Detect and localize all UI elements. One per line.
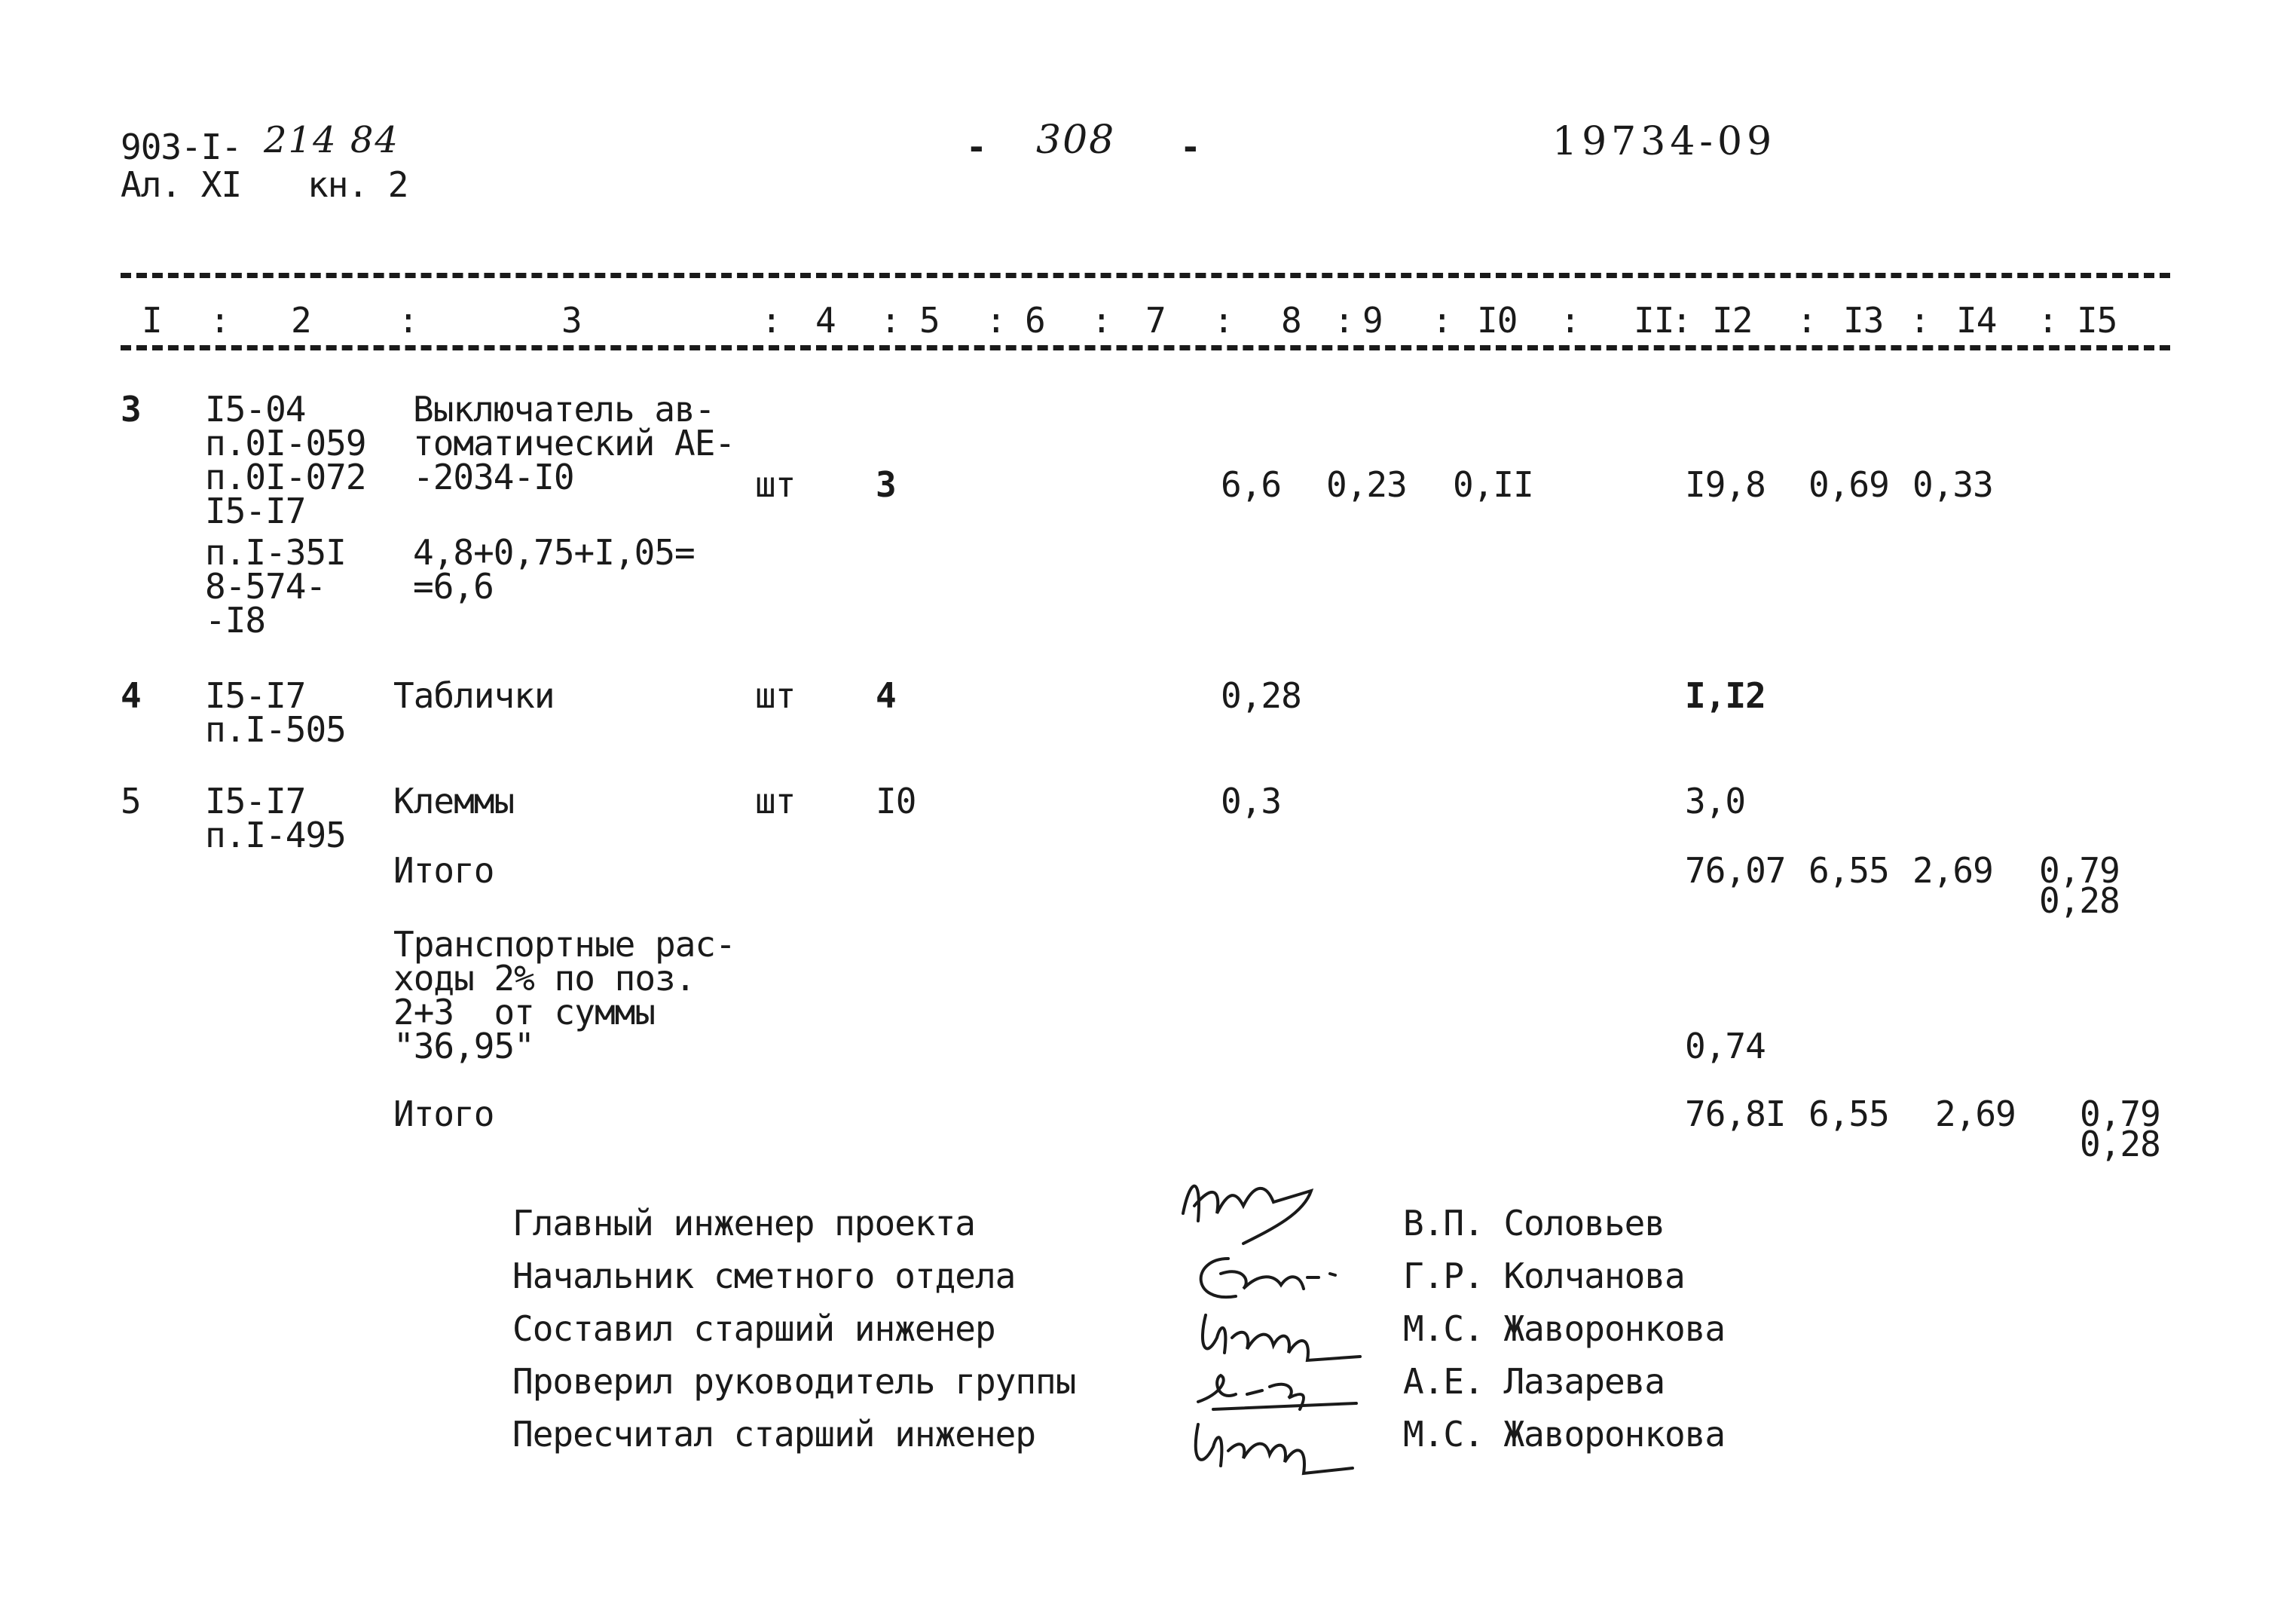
column-separator: : [1334,300,1354,341]
cell-c13: 6,55 [1808,850,1889,891]
column-number: I [142,300,162,341]
signatory-name: В.П. Соловьев [1403,1203,1665,1244]
quantity: 3 [876,464,896,505]
cell-c9: 0,23 [1326,464,1407,505]
header-top-rule [121,273,2170,278]
column-number: 4 [815,300,836,341]
cell-c15: 0,28 [2080,1124,2160,1164]
column-separator: : [209,300,230,341]
signature-role: Проверил руководитель группы [512,1361,1076,1402]
item-calc: =6,6 [413,566,494,607]
page-number-suffix: - [1180,127,1200,167]
column-number: I2 [1712,300,1753,341]
signatory-name: М.С. Жаворонкова [1403,1308,1726,1349]
column-number: I5 [2077,300,2117,341]
rate-code: п.I-505 [205,709,346,750]
page-number-prefix: - [966,127,986,167]
column-number: 9 [1362,300,1383,341]
rate-code: п.I-495 [205,815,346,855]
transport-text: 2+3 от суммы [393,992,656,1032]
unit: шт [755,675,796,716]
unit: шт [755,464,796,505]
cell-c12: 3,0 [1685,781,1746,821]
page-number: 308 [1036,118,1116,163]
column-separator: : [1432,300,1452,341]
column-number: 2 [291,300,311,341]
cell-c15: 0,79 [2080,1094,2160,1134]
column-separator: : [2038,300,2058,341]
cell-c12: 0,74 [1685,1026,1766,1066]
rate-code: I5-I7 [205,491,306,531]
quantity: 4 [876,675,896,716]
cell-c13: 0,69 [1808,464,1889,505]
cell-c8: 6,6 [1221,464,1282,505]
row-number: 4 [121,675,141,716]
subtotal-label: Итого [393,850,494,891]
column-number: I0 [1477,300,1518,341]
cell-c14: 2,69 [1912,850,1993,891]
column-number: 7 [1145,300,1166,341]
signature-role: Начальник сметного отдела [512,1256,1016,1296]
handwritten-signature [1176,1402,1371,1485]
signature-role: Главный инженер проекта [512,1203,975,1244]
cell-c12: I9,8 [1685,464,1766,505]
column-number: 8 [1281,300,1301,341]
signature-role: Пересчитал старший инженер [512,1414,1036,1455]
signatory-name: А.Е. Лазарева [1403,1361,1665,1402]
signature-role: Составил старший инженер [512,1308,995,1349]
transport-text: ходы 2% по поз. [393,958,696,999]
cell-c15: 0,28 [2039,880,2120,921]
quantity: I0 [876,781,916,821]
header-bottom-rule [121,345,2170,350]
item-name: томатический АЕ- [413,423,735,463]
column-separator: : [880,300,900,341]
column-separator: : [1091,300,1111,341]
rate-code: I5-I7 [205,781,306,821]
book-label: кн. 2 [307,164,408,205]
column-separator: : [986,300,1006,341]
signatory-name: М.С. Жаворонкова [1403,1414,1726,1455]
rate-code: 8-574- [205,566,326,607]
column-number: I4 [1956,300,1997,341]
row-number: 3 [121,389,141,430]
column-number: 5 [919,300,940,341]
total-label: Итого [393,1094,494,1134]
cell-c12: 76,07 [1685,850,1786,891]
transport-text: Транспортные рас- [393,924,735,965]
column-separator: : [398,300,418,341]
item-calc: 4,8+0,75+I,05= [413,532,695,573]
album-label: Ал. XI [121,164,242,205]
cell-c12: 76,8I [1685,1094,1786,1134]
cell-c13: 6,55 [1808,1094,1889,1134]
rate-code: п.0I-059 [205,423,366,463]
column-separator: : [761,300,781,341]
item-name: Таблички [393,675,555,716]
rate-code: -I8 [205,600,266,641]
cell-c12: I,I2 [1685,675,1766,716]
cell-c8: 0,3 [1221,781,1282,821]
column-separator: : [1671,300,1692,341]
document-number: 19734-09 [1552,119,1777,164]
cell-c10: 0,II [1453,464,1533,505]
transport-text: "36,95" [393,1026,534,1066]
item-name: -2034-I0 [413,457,574,497]
rate-code: I5-04 [205,389,306,430]
rate-code: I5-I7 [205,675,306,716]
cell-c8: 0,28 [1221,675,1301,716]
item-name: Выключатель ав- [413,389,715,430]
column-number: 6 [1025,300,1045,341]
column-separator: : [1909,300,1930,341]
column-separator: : [1560,300,1580,341]
cell-c14: 2,69 [1935,1094,2016,1134]
series-printed: 903-I- [121,127,242,167]
column-separator: : [1796,300,1817,341]
cell-c15: 0,79 [2039,850,2120,891]
rate-code: п.I-35I [205,532,346,573]
row-number: 5 [121,781,141,821]
column-separator: : [1213,300,1234,341]
column-number: II [1634,300,1674,341]
rate-code: п.0I-072 [205,457,366,497]
column-number: I3 [1843,300,1884,341]
cell-c14: 0,33 [1912,464,1993,505]
signatory-name: Г.Р. Колчанова [1403,1256,1685,1296]
column-number: 3 [561,300,582,341]
item-name: Клеммы [393,781,515,821]
series-handwritten: 214 84 [264,119,399,161]
unit: шт [755,781,796,821]
